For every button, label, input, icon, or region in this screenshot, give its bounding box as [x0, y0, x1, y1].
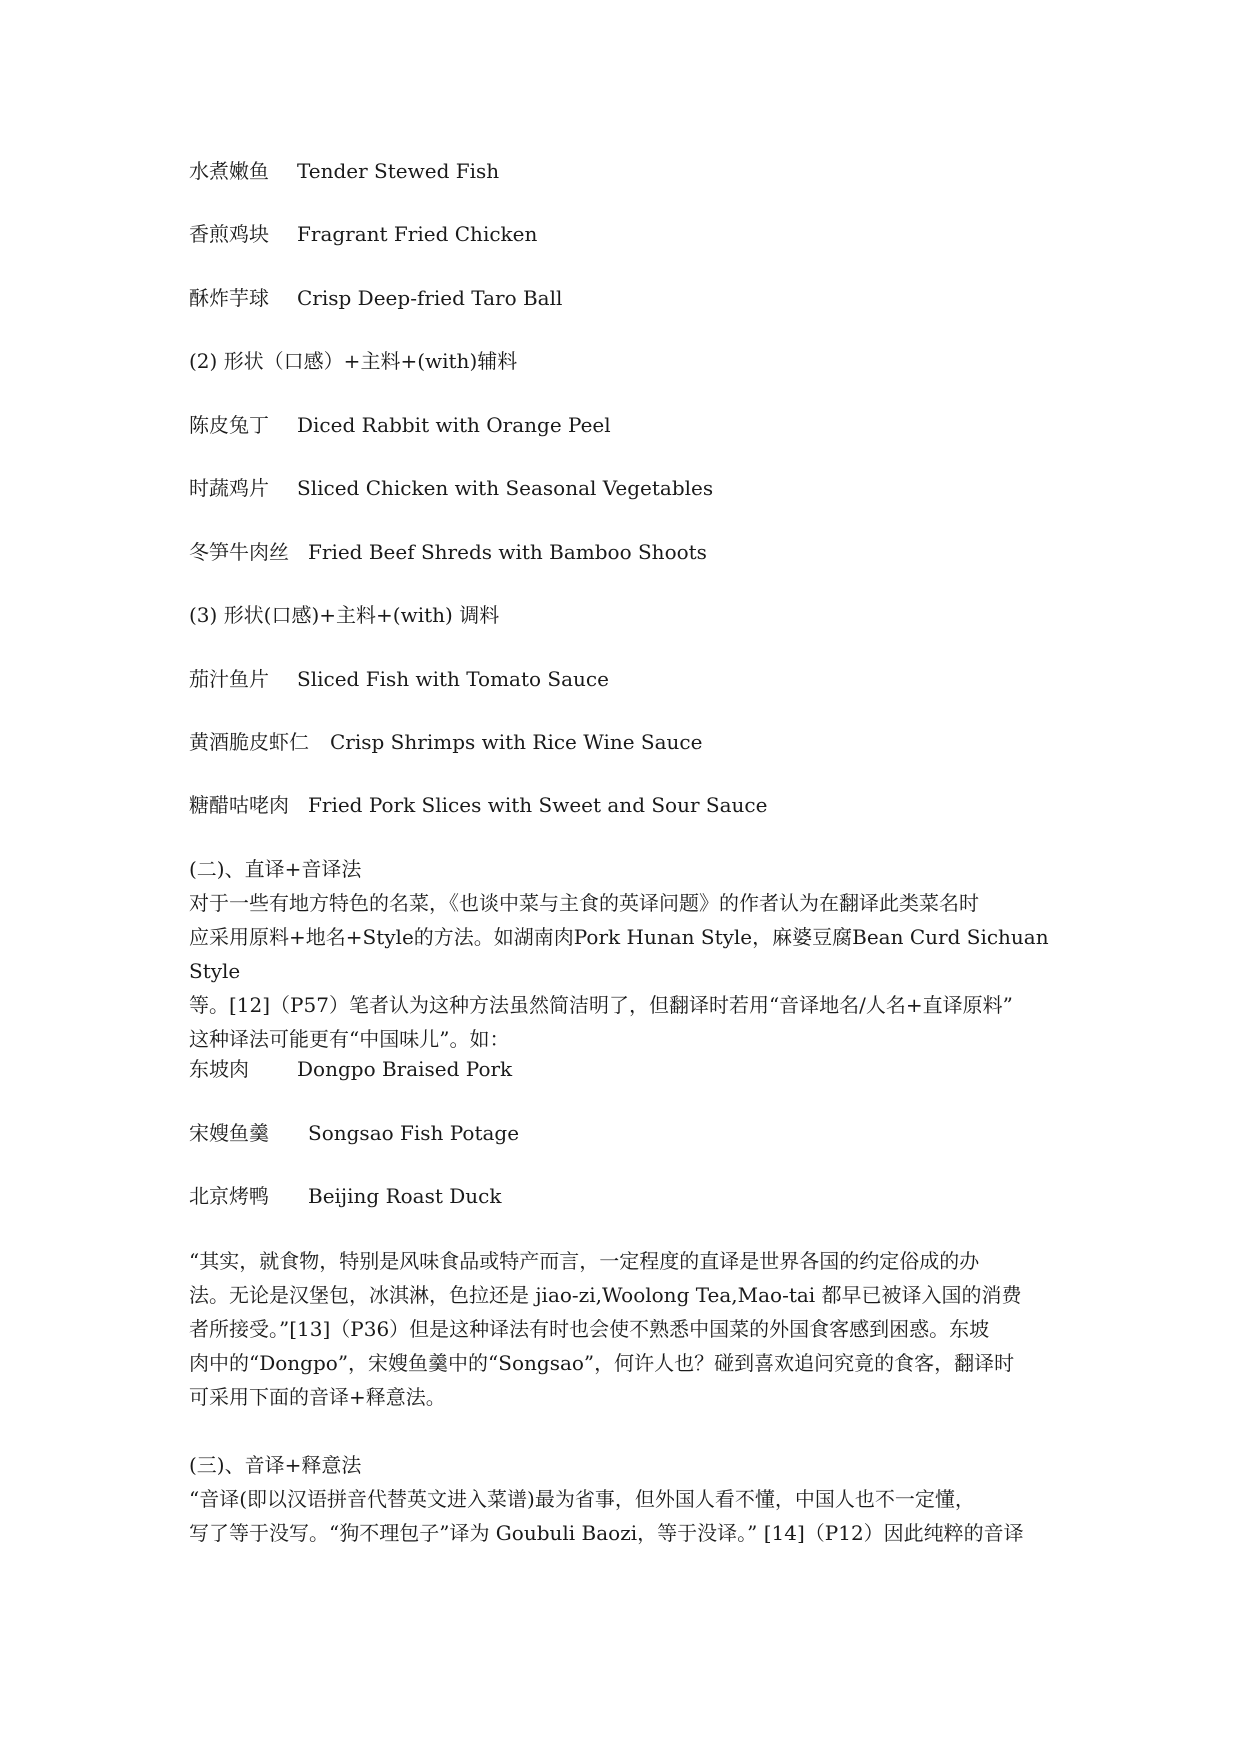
dish-chinese-name: 陈皮兔丁 — [189, 413, 269, 437]
dish-chinese-name: 东坡肉 — [189, 1057, 249, 1081]
paragraph-line: 可采用下面的音译+释意法。 — [189, 1385, 446, 1409]
dish-entry — [189, 539, 707, 565]
dish-english-name: Songsao Fish Potage — [308, 1121, 520, 1145]
dish-english-name: Crisp Shrimps with Rice Wine Sauce — [330, 730, 703, 754]
paragraph-line: 对于一些有地方特色的名菜，《也谈中菜与主食的英译问题》的作者认为在翻译此类菜名时 — [189, 891, 979, 915]
dish-entry — [189, 221, 537, 247]
dish-entry — [189, 1183, 502, 1209]
dish-entry — [189, 792, 767, 818]
dish-english-name: Tender Stewed Fish — [297, 159, 500, 183]
paragraph-line: 应采用原料+地名+Style的方法。如湖南肉Pork Hunan Style，麻婆豆腐Bean Curd Sichuan Style — [189, 925, 1049, 983]
dish-chinese-name: 冬笋牛肉丝 — [189, 540, 289, 564]
paragraph-line: 等。[12]（P57）笔者认为这种方法虽然简洁明了，但翻译时若用“音译地名/人名+直译原料” — [189, 993, 1013, 1017]
dish-entry — [189, 1056, 512, 1082]
dish-english-name: Diced Rabbit with Orange Peel — [297, 413, 611, 437]
section-2-block — [189, 852, 1069, 1056]
dish-entry — [189, 475, 713, 501]
dish-entry — [189, 158, 499, 184]
paragraph-line: “音译(即以汉语拼音代替英文进入菜谱)最为省事，但外国人看不懂，中国人也不一定懂， — [189, 1487, 975, 1511]
dish-chinese-name: 茄汁鱼片 — [189, 667, 269, 691]
dish-entry — [189, 1120, 519, 1146]
section-subheading: (2) 形状（口感）+主料+(with)辅料 — [189, 349, 518, 373]
paragraph-line: 法。无论是汉堡包，冰淇淋，色拉还是 jiao-zi,Woolong Tea,Mao-tai 都早已被译入国的消费 — [189, 1283, 1022, 1307]
dish-chinese-name: 酥炸芋球 — [189, 286, 269, 310]
dish-chinese-name: 黄酒脆皮虾仁 — [189, 730, 309, 754]
dish-chinese-name: 糖醋咕咾肉 — [189, 793, 289, 817]
paragraph-line: 肉中的“Dongpo”，宋嫂鱼羹中的“Songsao”，何许人也？碰到喜欢追问究竟的食客，翻译时 — [189, 1351, 1015, 1375]
paragraph-line: 这种译法可能更有“中国味儿”。如： — [189, 1027, 510, 1051]
dish-chinese-name: 宋嫂鱼羹 — [189, 1121, 269, 1145]
paragraph-line: 者所接受。”[13]（P36）但是这种译法有时也会使不熟悉中国菜的外国食客感到困惑。东坡 — [189, 1317, 990, 1341]
dish-english-name: Sliced Chicken with Seasonal Vegetables — [297, 476, 714, 500]
dish-english-name: Crisp Deep-fried Taro Ball — [297, 286, 563, 310]
dish-chinese-name: 水煮嫩鱼 — [189, 159, 269, 183]
dish-english-name: Dongpo Braised Pork — [297, 1057, 513, 1081]
section-subheading: (3) 形状(口感)+主料+(with) 调料 — [189, 603, 500, 627]
dish-entry — [189, 412, 611, 438]
paragraph-line: “其实，就食物，特别是风味食品或特产而言，一定程度的直译是世界各国的约定俗成的办 — [189, 1249, 980, 1273]
section-title: (二)、直译+音译法 — [189, 857, 362, 881]
dish-entry — [189, 666, 609, 692]
dish-english-name: Fried Beef Shreds with Bamboo Shoots — [308, 540, 707, 564]
dish-entry — [189, 285, 562, 311]
dish-chinese-name: 北京烤鸭 — [189, 1184, 269, 1208]
dish-chinese-name: 香煎鸡块 — [189, 222, 269, 246]
dish-english-name: Fragrant Fried Chicken — [297, 222, 538, 246]
dish-chinese-name: 时蔬鸡片 — [189, 476, 269, 500]
dish-english-name: Fried Pork Slices with Sweet and Sour Sauce — [308, 793, 768, 817]
section-3-block — [189, 1448, 1069, 1550]
dish-entry — [189, 729, 702, 755]
dish-english-name: Beijing Roast Duck — [308, 1184, 502, 1208]
section-title: (三)、音译+释意法 — [189, 1453, 362, 1477]
paragraph-line: 写了等于没写。“狗不理包子”译为 Goubuli Baozi，等于没译。” [14]（P12）因此纯粹的音译 — [189, 1521, 1024, 1545]
dish-english-name: Sliced Fish with Tomato Sauce — [297, 667, 609, 691]
quote-paragraph — [189, 1244, 1069, 1414]
